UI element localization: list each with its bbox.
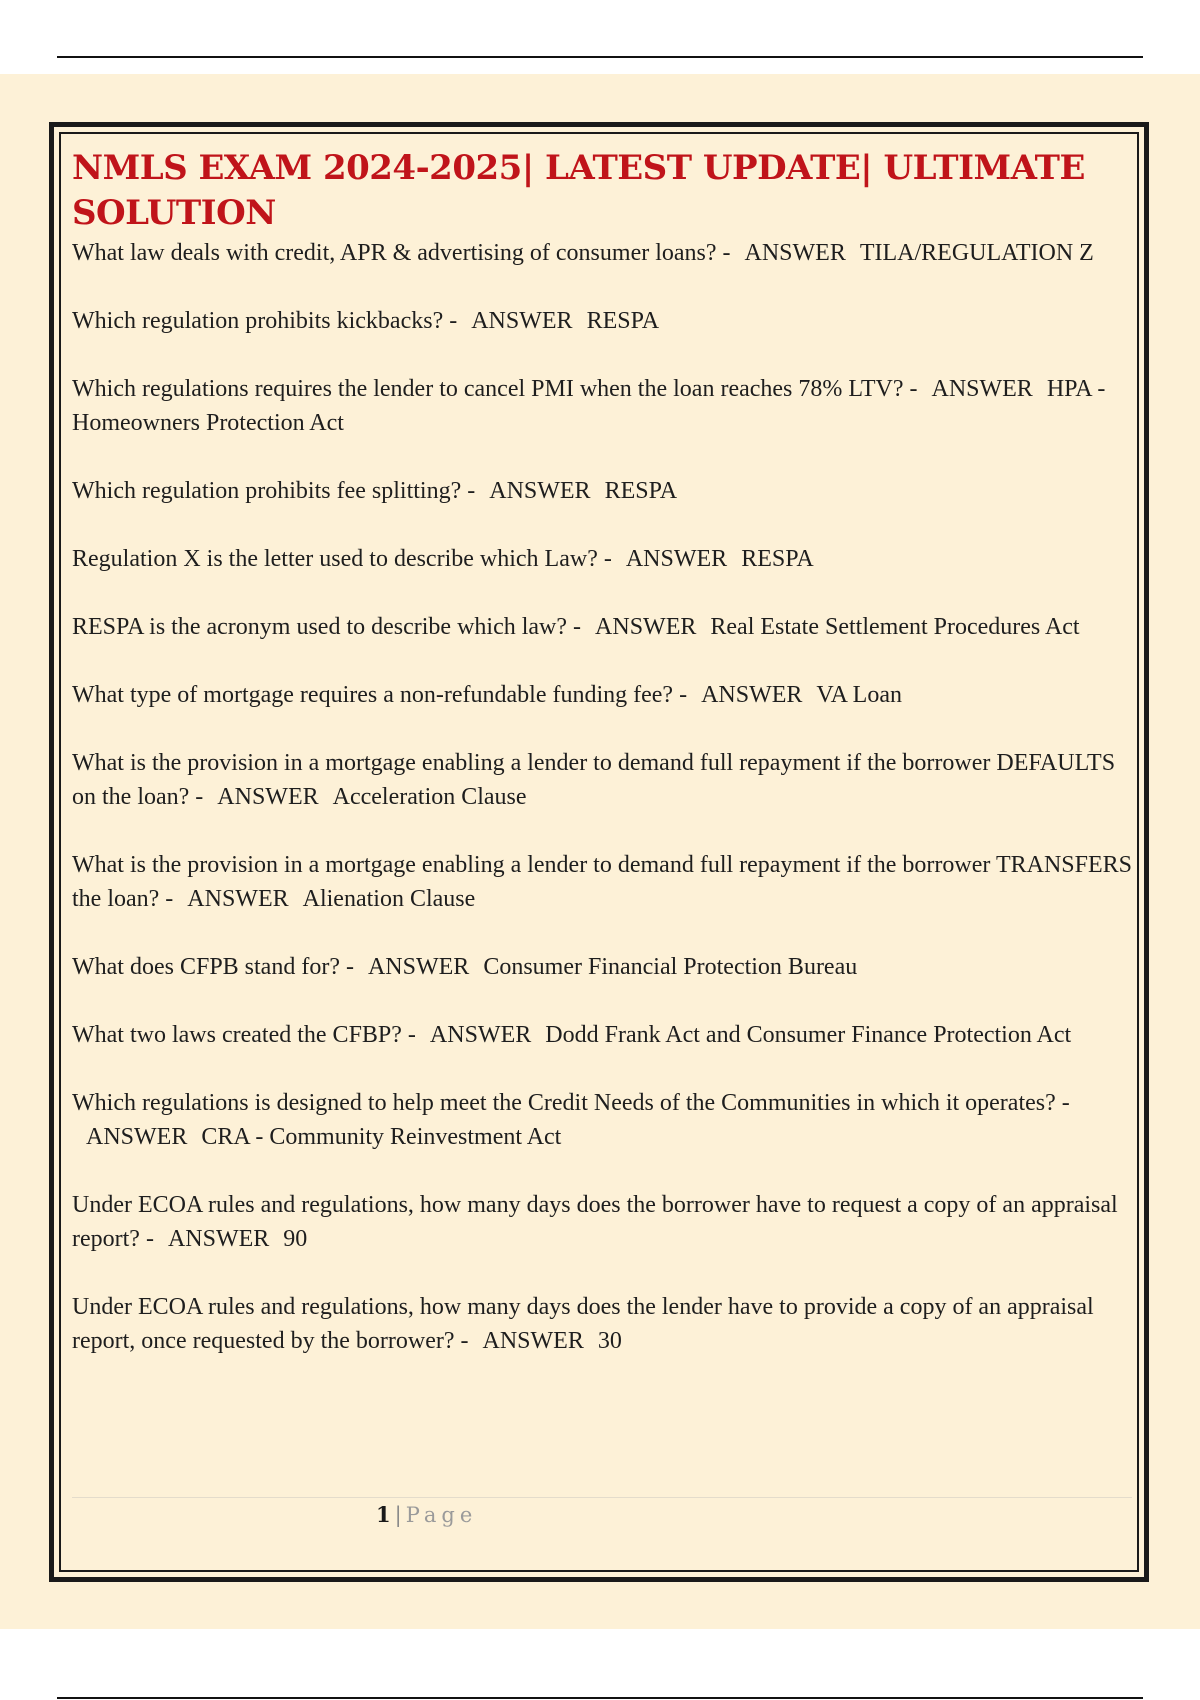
question-text: What law deals with credit, APR & advertising of consumer loans? - (72, 240, 731, 266)
answer-text: Acceleration Clause (332, 784, 527, 810)
question-text: Regulation X is the letter used to describe which Law? - (72, 546, 612, 572)
page-number: 1 (376, 1502, 391, 1527)
qa-item (72, 1018, 1132, 1052)
question-text: Which regulation prohibits fee splitting? - (72, 478, 476, 504)
answer-text: 30 (597, 1328, 622, 1354)
qa-item (72, 746, 1132, 814)
qa-item (72, 1188, 1132, 1256)
answer-label: ANSWER (701, 682, 803, 708)
question-text: Which regulations requires the lender to cancel PMI when the loan reaches 78% LTV? - (72, 376, 918, 402)
answer-text: Dodd Frank Act and Consumer Finance Protection Act (545, 1022, 1072, 1048)
answer-text: RESPA (741, 546, 814, 572)
page-footer (376, 1500, 477, 1530)
answer-text: 90 (283, 1226, 308, 1252)
qa-item (72, 848, 1132, 916)
qa-item (72, 1086, 1132, 1154)
document-title: NMLS EXAM 2024-2025| LATEST UPDATE| ULTIMATE SOLUTION (72, 148, 1085, 233)
question-text: What type of mortgage requires a non-refundable funding fee? - (72, 682, 688, 708)
answer-label: ANSWER (187, 886, 289, 912)
document-body (72, 146, 1132, 1392)
page-separator: | (394, 1503, 402, 1527)
answer-text: VA Loan (816, 682, 902, 708)
qa-item (72, 236, 1132, 270)
question-text: What is the provision in a mortgage enabling a lender to demand full repayment if the borrower TRANSFERS the loan? - (72, 852, 1132, 912)
answer-text: RESPA (604, 478, 678, 504)
qa-item (72, 1290, 1132, 1358)
question-text: What two laws created the CFBP? - (72, 1022, 416, 1048)
bottom-rule (57, 1697, 1143, 1699)
qa-item (72, 678, 1132, 712)
qa-item (72, 372, 1132, 440)
qa-item (72, 474, 1132, 508)
question-text: Which regulations is designed to help meet the Credit Needs of the Communities in which it operates? - (72, 1090, 1070, 1116)
question-text: Which regulation prohibits kickbacks? - (72, 308, 458, 334)
qa-item (72, 304, 1132, 338)
answer-label: ANSWER (86, 1124, 188, 1150)
page-word: Page (405, 1503, 478, 1527)
question-text: What does CFPB stand for? - (72, 954, 354, 980)
answer-label: ANSWER (217, 784, 319, 810)
answer-text: Real Estate Settlement Procedures Act (710, 614, 1080, 640)
answer-label: ANSWER (489, 478, 591, 504)
footer-rule (72, 1497, 1132, 1498)
answer-text: Consumer Financial Protection Bureau (483, 954, 858, 980)
answer-label: ANSWER (167, 1226, 270, 1252)
question-text: RESPA is the acronym used to describe which law? - (72, 614, 582, 640)
qa-item (72, 950, 1132, 984)
question-text: Under ECOA rules and regulations, how many days does the lender have to provide a copy of an appraisal report, once requested by the borrower? - (72, 1294, 1094, 1354)
answer-label: ANSWER (931, 376, 1033, 402)
qa-item (72, 610, 1132, 644)
answer-label: ANSWER (471, 308, 573, 334)
answer-label: ANSWER (625, 546, 728, 572)
answer-label: ANSWER (482, 1328, 584, 1354)
answer-text: Alienation Clause (302, 886, 476, 912)
answer-text: TILA/REGULATION Z (859, 240, 1094, 266)
answer-label: ANSWER (367, 954, 470, 980)
answer-label: ANSWER (744, 240, 846, 266)
answer-text: HPA - Homeowners Protection Act (72, 376, 1106, 436)
question-text: Under ECOA rules and regulations, how many days does the borrower have to request a copy of an appraisal report? - (72, 1192, 1118, 1252)
answer-text: CRA - Community Reinvestment Act (201, 1124, 562, 1150)
answer-label: ANSWER (429, 1022, 532, 1048)
top-rule (57, 56, 1143, 58)
answer-label: ANSWER (595, 614, 697, 640)
answer-text: RESPA (586, 308, 660, 334)
question-text: What is the provision in a mortgage enabling a lender to demand full repayment if the borrower DEFAULTS on the loan? - (72, 750, 1116, 810)
qa-item (72, 542, 1132, 576)
